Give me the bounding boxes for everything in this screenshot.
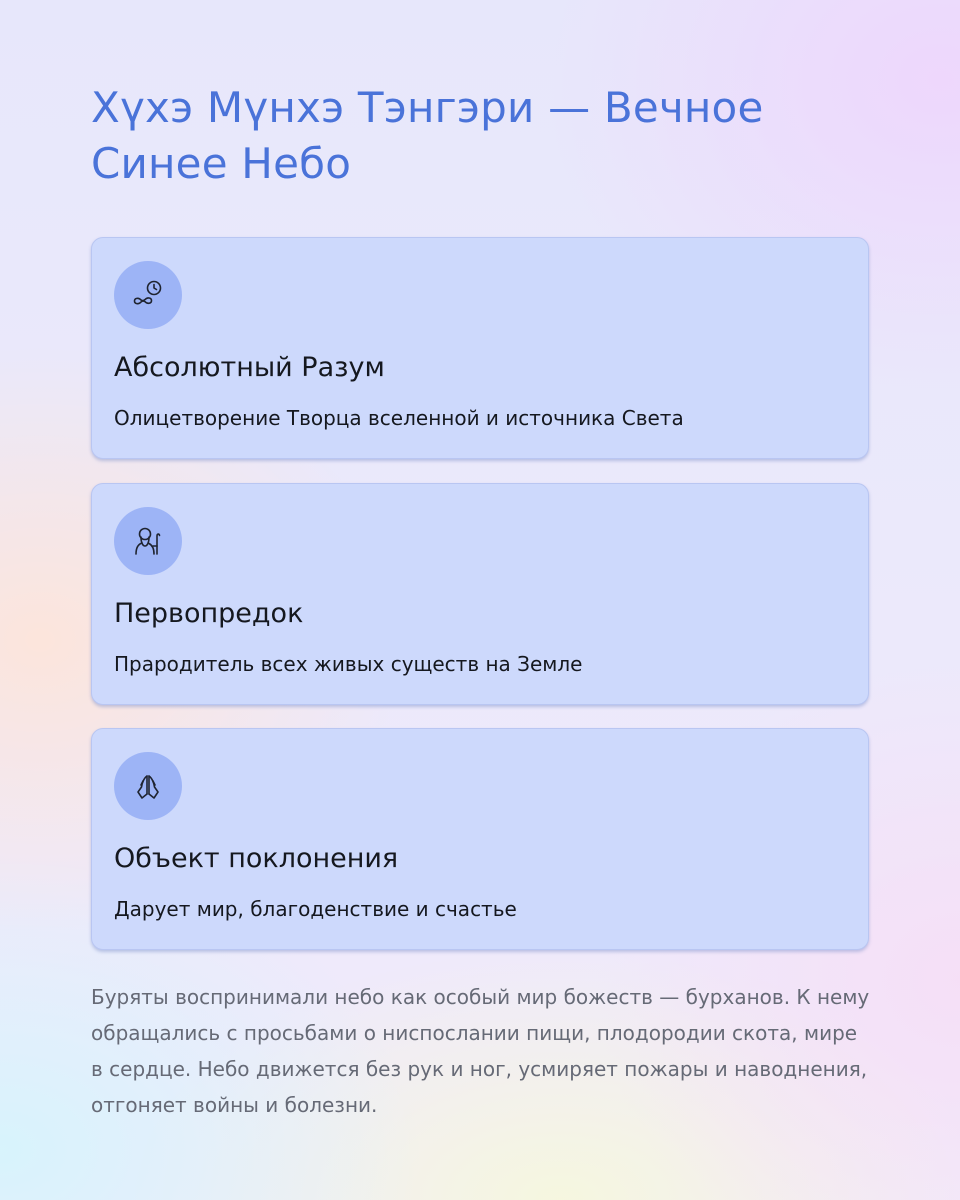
card-object-of-worship	[91, 728, 869, 950]
card-text: Дарует мир, благоденствие и счастье	[114, 897, 517, 921]
card-absolute-mind	[91, 237, 869, 459]
infinity-clock-icon	[114, 261, 182, 329]
card-heading: Объект поклонения	[114, 843, 399, 874]
card-text: Олицетворение Творца вселенной и источника Света	[114, 406, 684, 430]
card-text: Прародитель всех живых существ на Земле	[114, 652, 583, 676]
description-paragraph: Буряты воспринимали небо как особый мир божеств — бурханов. К нему обращались с просьбами о ниспослании пищи, плодородии скота, мире в сердце. Небо движется без рук и ног, усмиряет пожары и наводнения, отгоняет войны и болезни.	[91, 985, 870, 1117]
praying-hands-icon	[114, 752, 182, 820]
card-heading: Абсолютный Разум	[114, 352, 385, 383]
card-first-ancestor	[91, 483, 869, 705]
page-title: Хүхэ Мүнхэ Тэнгэри — Вечное Синее Небо	[91, 83, 764, 188]
card-heading: Первопредок	[114, 598, 304, 629]
elder-with-staff-icon	[114, 507, 182, 575]
